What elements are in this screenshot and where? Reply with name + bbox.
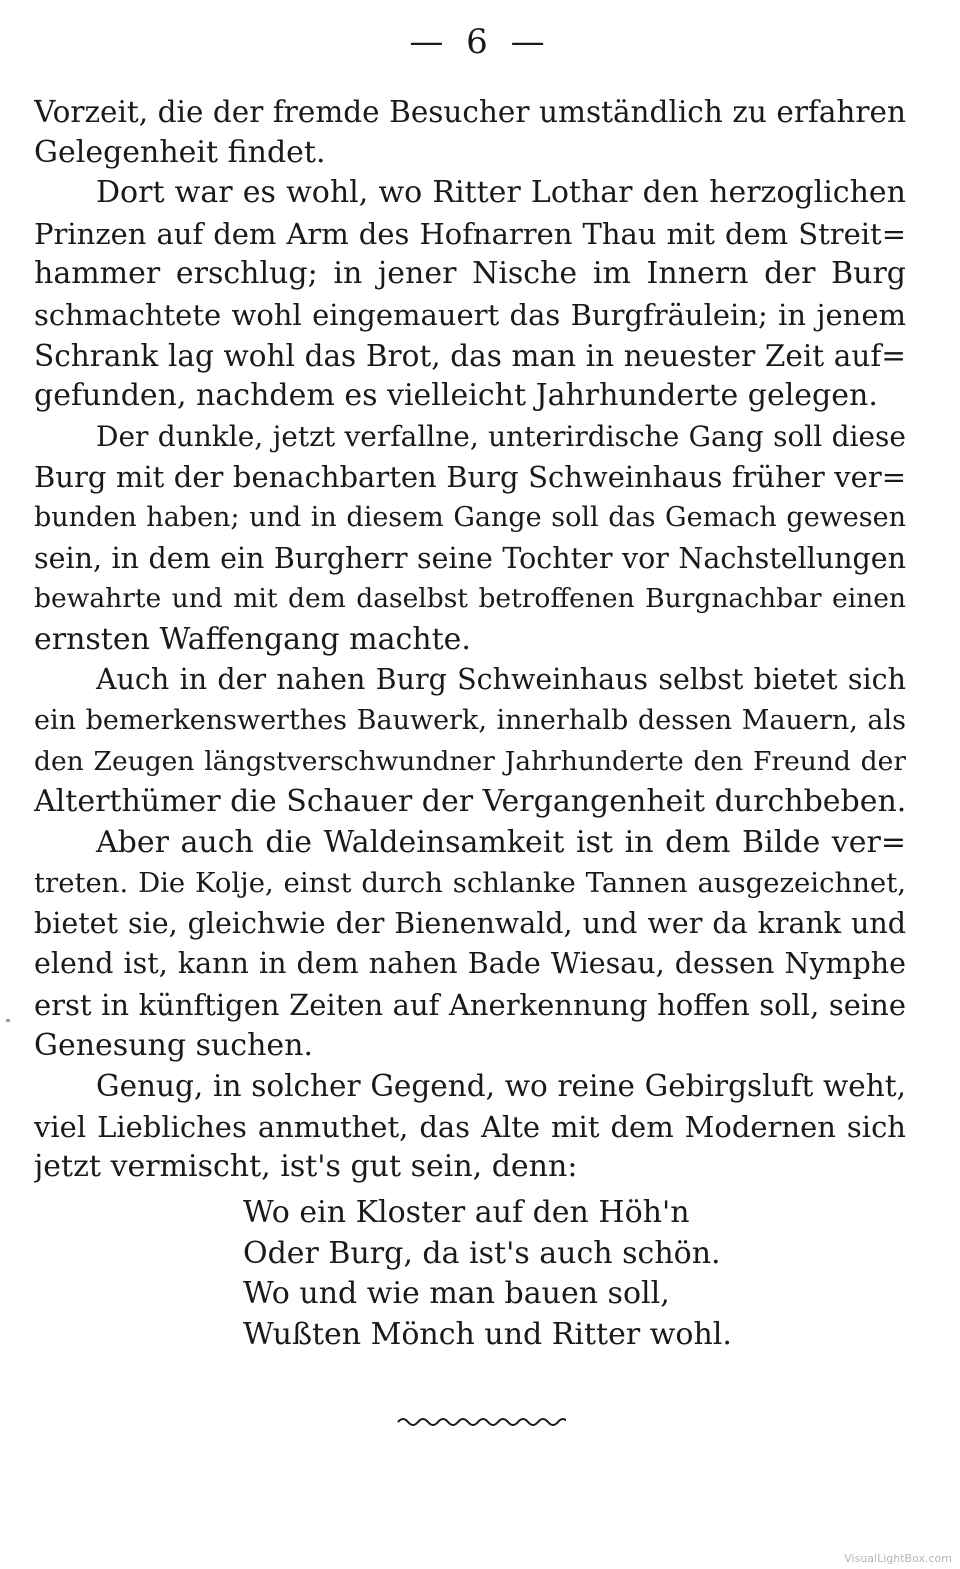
poem-line: Wo ein Kloster auf den Höh'n bbox=[243, 1195, 690, 1230]
text-line: gefunden, nachdem es vielleicht Jahrhunderte gelegen. bbox=[34, 378, 878, 414]
margin-mark bbox=[6, 1019, 10, 1022]
text-line: Der dunkle, jetzt verfallne, unterirdische Gang soll diese bbox=[96, 419, 906, 453]
text-line: jetzt vermischt, ist's gut sein, denn: bbox=[34, 1149, 578, 1185]
text-line: schmachtete wohl eingemauert das Burgfräulein; in jenem bbox=[34, 297, 906, 332]
text-line: Genug, in solcher Gegend, wo reine Gebirgsluft weht, bbox=[96, 1069, 906, 1104]
watermark: VisualLightBox.com bbox=[844, 1552, 952, 1565]
wavy-line-ornament-icon bbox=[396, 1410, 566, 1434]
poem-line: Wußten Mönch und Ritter wohl. bbox=[243, 1316, 732, 1352]
text-line: hammer erschlug; in jener Nische im Innern der Burg bbox=[34, 256, 906, 292]
text-line: erst in künftigen Zeiten auf Anerkennung hoffen soll, seine bbox=[34, 988, 906, 1023]
text-line: Dort war es wohl, wo Ritter Lothar den herzoglichen bbox=[96, 175, 906, 211]
text-line: Vorzeit, die der fremde Besucher umständlich zu erfahren bbox=[34, 95, 906, 129]
text-line: Aber auch die Waldeinsamkeit ist in dem Bilde ver= bbox=[96, 824, 906, 860]
text-line: treten. Die Kolje, einst durch schlanke Tannen ausgezeichnet, bbox=[34, 867, 906, 900]
text-line: bunden haben; und in diesem Gange soll das Gemach gewesen bbox=[34, 501, 906, 533]
poem-verse bbox=[243, 1193, 732, 1355]
poem-line: Oder Burg, da ist's auch schön. bbox=[243, 1235, 721, 1271]
text-line: Genesung suchen. bbox=[34, 1027, 314, 1063]
text-line: ernsten Waffengang machte. bbox=[34, 621, 471, 657]
text-line: bewahrte und mit dem daselbst betroffenen Burgnachbar einen bbox=[34, 583, 906, 615]
body-text bbox=[34, 92, 906, 1188]
text-line: Prinzen auf dem Arm des Hofnarren Thau mit dem Streit= bbox=[34, 216, 906, 251]
text-line: Gelegenheit findet. bbox=[34, 134, 326, 170]
text-line: viel Liebliches anmuthet, das Alte mit dem Modernen sich bbox=[34, 1109, 906, 1144]
text-line: Auch in der nahen Burg Schweinhaus selbst bietet sich bbox=[96, 663, 906, 697]
text-line: elend ist, kann in dem nahen Bade Wiesau, dessen Nymphe bbox=[34, 947, 906, 981]
poem-line: Wo und wie man bauen soll, bbox=[243, 1276, 670, 1312]
text-line: sein, in dem ein Burgherr seine Tochter vor Nachstellungen bbox=[34, 541, 906, 575]
text-line: Alterthümer die Schauer der Vergangenheit durchbeben. bbox=[34, 784, 906, 820]
text-line: Schrank lag wohl das Brot, das man in neuester Zeit auf= bbox=[34, 338, 906, 373]
page-number: — 6 — bbox=[409, 22, 551, 62]
text-line: den Zeugen längstverschwundner Jahrhunderte den Freund der bbox=[34, 745, 906, 777]
text-line: Burg mit der benachbarten Burg Schweinhaus früher ver= bbox=[34, 460, 906, 495]
text-line: bietet sie, gleichwie der Bienenwald, und wer da krank und bbox=[34, 906, 906, 940]
text-line: ein bemerkenswerthes Bauwerk, innerhalb dessen Mauern, als bbox=[34, 704, 906, 736]
